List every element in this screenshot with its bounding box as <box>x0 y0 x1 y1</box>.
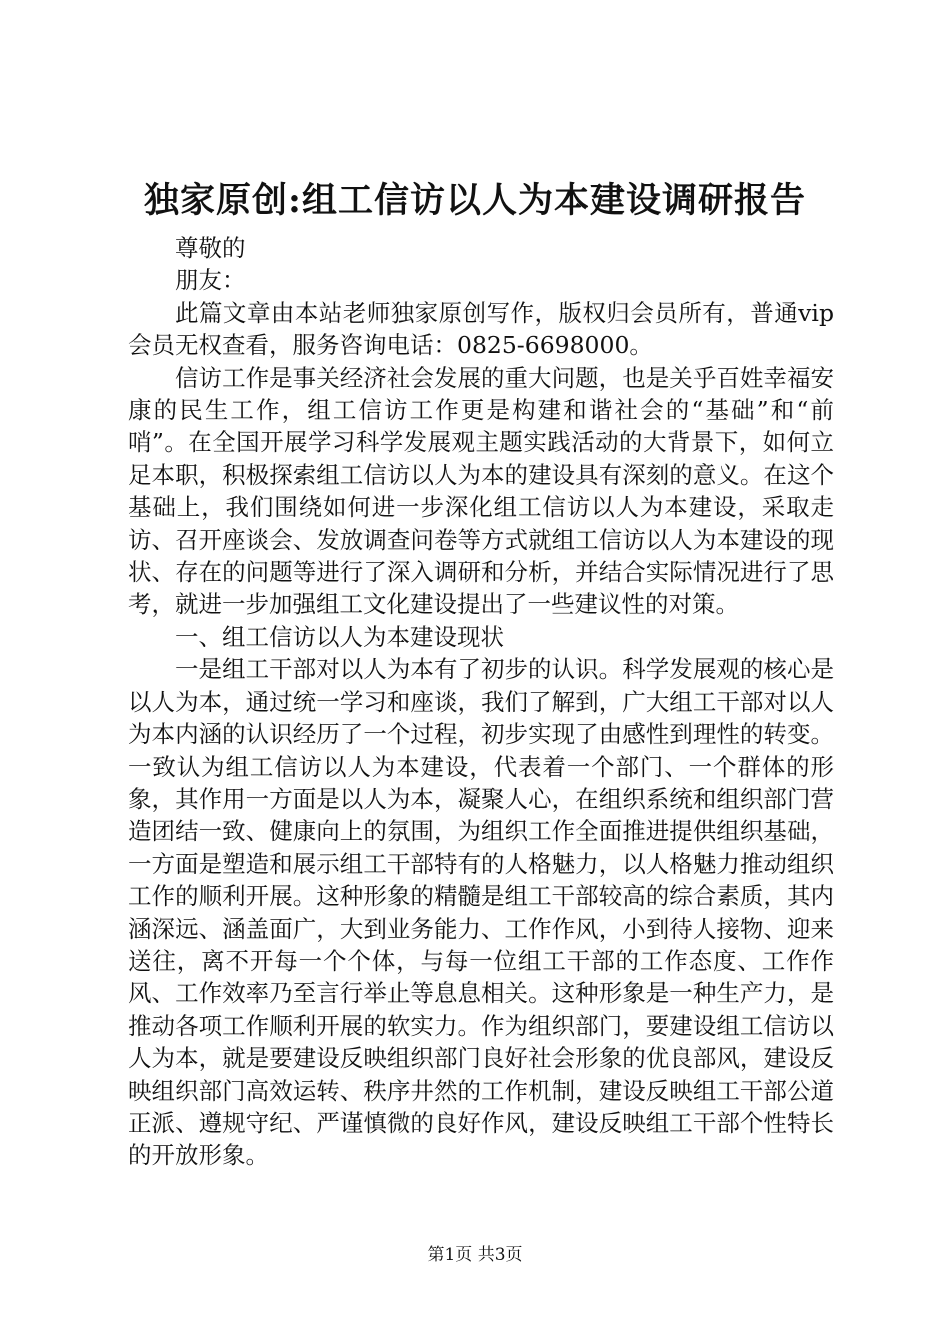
document-title: 独家原创:组工信访以人为本建设调研报告 <box>144 180 806 221</box>
intro-paragraph: 信访工作是事关经济社会发展的重大问题，也是关乎百姓幸福安康的民生工作，组工信访工作更是构建和谐社会的“基础”和“前哨”。在全国开展学习科学发展观主题实践活动的大背景下，如何立足本职，积极探索组工信访以人为本的建设具有深刻的意义。在这个基础上，我们围绕如何进一步深化组工信访以人为本建设，采取走访、召开座谈会、发放调查问卷等方式就组工信访以人为本建设的现状、存在的问题等进行了深入调研和分析，并结合实际情况进行了思考，就进一步加强组工文化建设提出了一些建议性的对策。 <box>128 363 834 619</box>
section-heading: 一、组工信访以人为本建设现状 <box>175 622 504 651</box>
body-paragraph: 一是组工干部对以人为本有了初步的认识。科学发展观的核心是以人为本，通过统一学习和座谈，我们了解到，广大组工干部对以人为本内涵的认识经历了一个过程，初步实现了由感性到理性的转变。一致认为组工信访以人为本建设，代表着一个部门、一个群体的形象，其作用一方面是以人为本，凝聚人心，在组织系统和组织部门营造团结一致、健康向上的氛围，为组织工作全面推进提供组织基础，一方面是塑造和展示组工干部特有的人格魅力，以人格魅力推动组织工作的顺利开展。这种形象的精髓是组工干部较高的综合素质，其内涵深远、涵盖面广，大到业务能力、工作作风，小到待人接物、迎来送往，离不开每一个个体，与每一位组工干部的工作态度、工作作风、工作效率乃至言行举止等息息相关。这种形象是一种生产力，是推动各项工作顺利开展的软实力。作为组织部门，要建设组工信访以人为本，就是要建设反映组织部门良好社会形象的优良部风，建设反映组织部门高效运转、秩序井然的工作机制，建设反映组工干部公道正派、遵规守纪、严谨慎微的良好作风，建设反映组工干部个性特长的开放形象。 <box>128 655 834 1170</box>
document-body <box>128 232 834 1172</box>
copyright-notice-paragraph: 此篇文章由本站老师独家原创写作，版权归会员所有，普通vip会员无权查看，服务咨询电话：0825-6698000。 <box>128 298 834 360</box>
page-indicator: 第1页 共3页 <box>427 1245 523 1265</box>
salutation-line-2: 朋友： <box>175 266 246 295</box>
salutation-line-1: 尊敬的 <box>175 234 246 262</box>
